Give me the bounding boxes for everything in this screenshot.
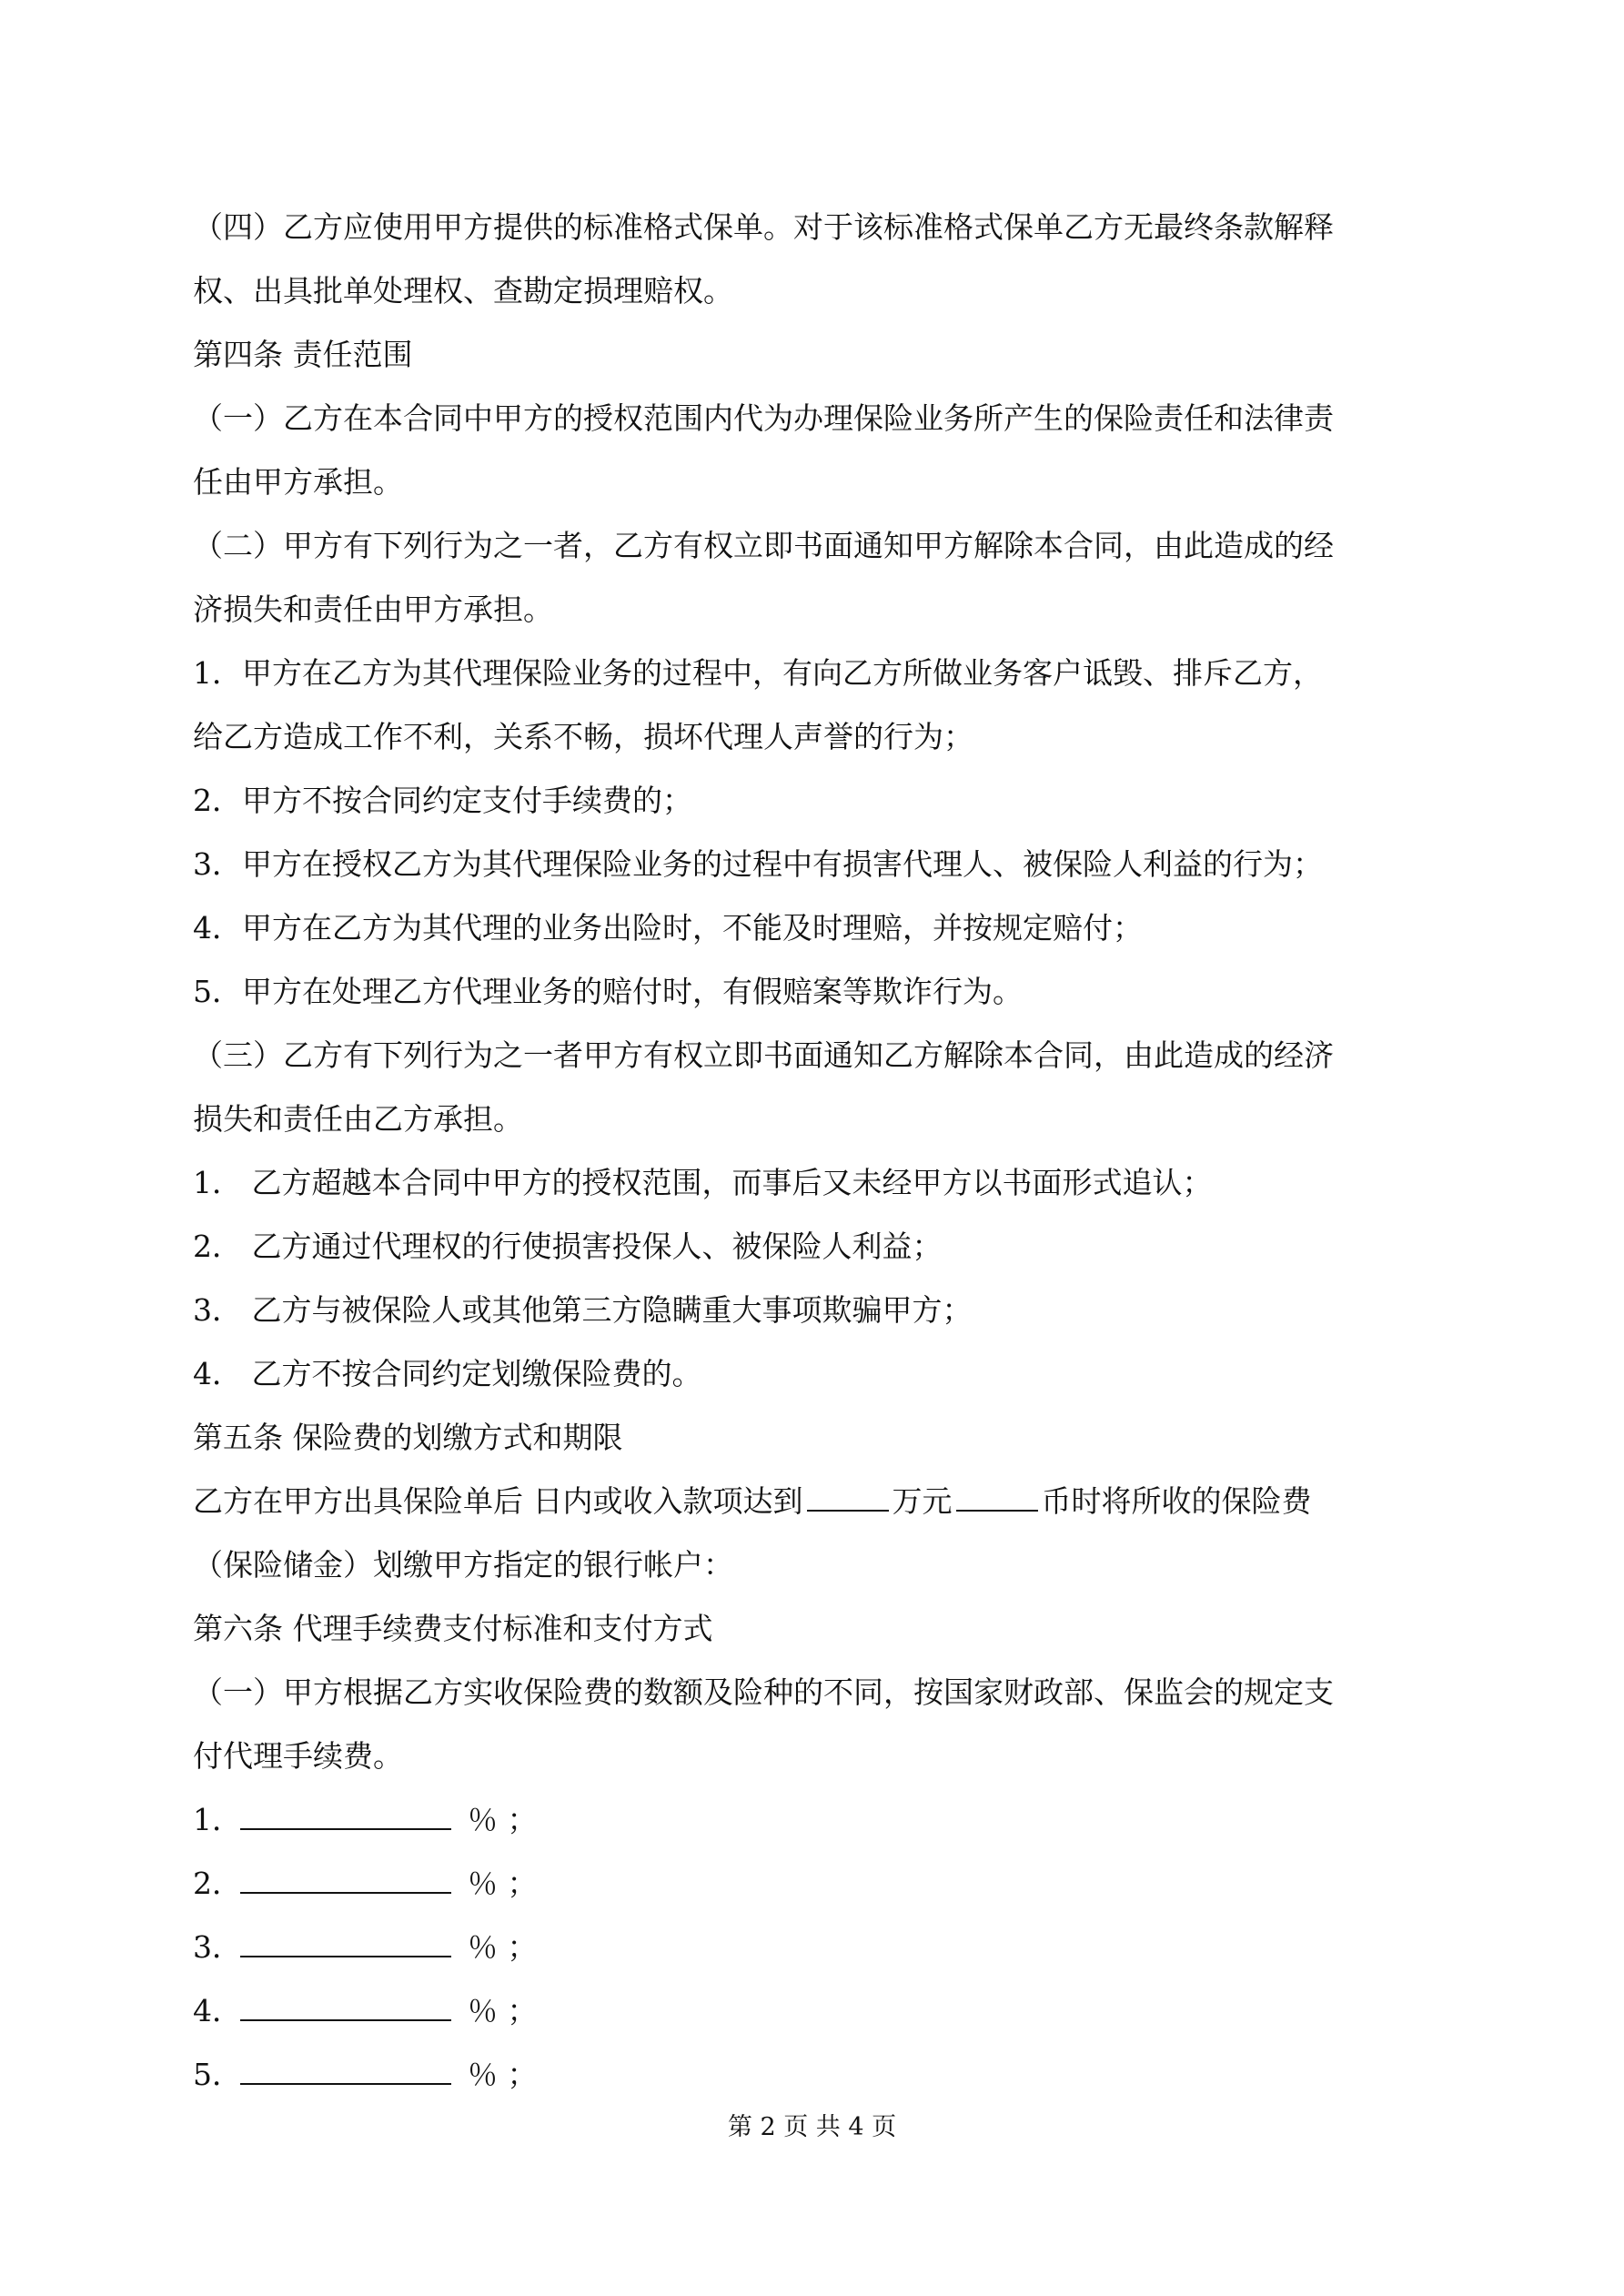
contract-body: [193, 196, 1439, 2107]
text-line: （一）乙方在本合同中甲方的授权范围内代为办理保险业务所产生的保险责任和法律责: [193, 400, 1334, 436]
rate-item-suffix: ％ ；: [468, 1802, 538, 1837]
text-line: （二）甲方有下列行为之一者，乙方有权立即书面通知甲方解除本合同，由此造成的经: [193, 528, 1334, 563]
text-line: （四）乙方应使用甲方提供的标准格式保单。对于该标准格式保单乙方无最终条款解释: [193, 209, 1334, 245]
rate-item-suffix: ％ ；: [468, 1929, 538, 1965]
text-line: 付代理手续费。: [193, 1738, 403, 1774]
list-item: 5．甲方在处理乙方代理业务的赔付时，有假赔案等欺诈行为。: [193, 974, 1023, 1009]
rate-blank: [240, 1987, 451, 2021]
list-item: 4． 乙方不按合同约定划缴保险费的。: [193, 1356, 702, 1391]
rate-blank: [240, 1923, 451, 1957]
list-item: 1． 乙方超越本合同中甲方的授权范围，而事后又未经甲方以书面形式追认；: [193, 1165, 1213, 1200]
page-number-footer: 第 2 页 共 4 页: [727, 2113, 897, 2141]
rate-item-suffix: ％ ；: [468, 1866, 538, 1901]
rate-blank: [240, 1859, 451, 1894]
list-item: 3． 乙方与被保险人或其他第三方隐瞒重大事项欺骗甲方；: [193, 1292, 973, 1328]
text-line: 任由甲方承担。: [193, 464, 403, 500]
fee-text-part1: 乙方在甲方出具保险单后 日内或收入款项达到: [193, 1483, 803, 1519]
text-line: （三）乙方有下列行为之一者甲方有权立即书面通知乙方解除本合同，由此造成的经济: [193, 1037, 1334, 1073]
rate-blank: [240, 2050, 451, 2085]
amount-blank: [807, 1477, 889, 1512]
text-line: 损失和责任由乙方承担。: [193, 1101, 523, 1137]
fee-text-part3: 币时将所收的保险费: [1041, 1483, 1312, 1519]
text-line: 济损失和责任由甲方承担。: [193, 592, 553, 627]
rate-item: [193, 1916, 1439, 1979]
text-line: （一）甲方根据乙方实收保险费的数额及险种的不同，按国家财政部、保监会的规定支: [193, 1674, 1334, 1710]
rate-item-number: 4．: [193, 1993, 242, 2028]
rate-item: [193, 2043, 1439, 2107]
list-item: 3．甲方在授权乙方为其代理保险业务的过程中有损害代理人、被保险人利益的行为；: [193, 846, 1323, 882]
rate-blank: [240, 1795, 451, 1830]
fee-remittance-line: [193, 1470, 1439, 1533]
rate-item-number: 1．: [193, 1802, 242, 1837]
rate-item-number: 5．: [193, 2057, 242, 2092]
text-line: 权、出具批单处理权、查勘定损理赔权。: [193, 273, 733, 308]
fee-text-part2: 万元: [892, 1483, 953, 1519]
currency-blank: [956, 1477, 1038, 1512]
list-item: 2． 乙方通过代理权的行使损害投保人、被保险人利益；: [193, 1229, 943, 1264]
article-heading: 第四条 责任范围: [193, 337, 413, 372]
article-heading: 第五条 保险费的划缴方式和期限: [193, 1420, 623, 1455]
list-item: 2．甲方不按合同约定支付手续费的；: [193, 783, 692, 818]
text-line: 给乙方造成工作不利，关系不畅，损坏代理人声誉的行为；: [193, 719, 973, 754]
list-item: 1．甲方在乙方为其代理保险业务的过程中，有向乙方所做业务客户诋毁、排斥乙方，: [193, 655, 1323, 691]
list-item: 4．甲方在乙方为其代理的业务出险时，不能及时理赔，并按规定赔付；: [193, 910, 1143, 946]
rate-item-suffix: ％ ；: [468, 1993, 538, 2028]
rate-item-suffix: ％ ；: [468, 2057, 538, 2092]
rate-item-number: 2．: [193, 1866, 242, 1901]
rate-item: [193, 1852, 1439, 1916]
text-line: （保险储金）划缴甲方指定的银行帐户：: [193, 1547, 733, 1583]
rate-item: [193, 1979, 1439, 2043]
rate-item-number: 3．: [193, 1929, 242, 1965]
article-heading: 第六条 代理手续费支付标准和支付方式: [193, 1611, 713, 1646]
rate-item: [193, 1788, 1439, 1852]
